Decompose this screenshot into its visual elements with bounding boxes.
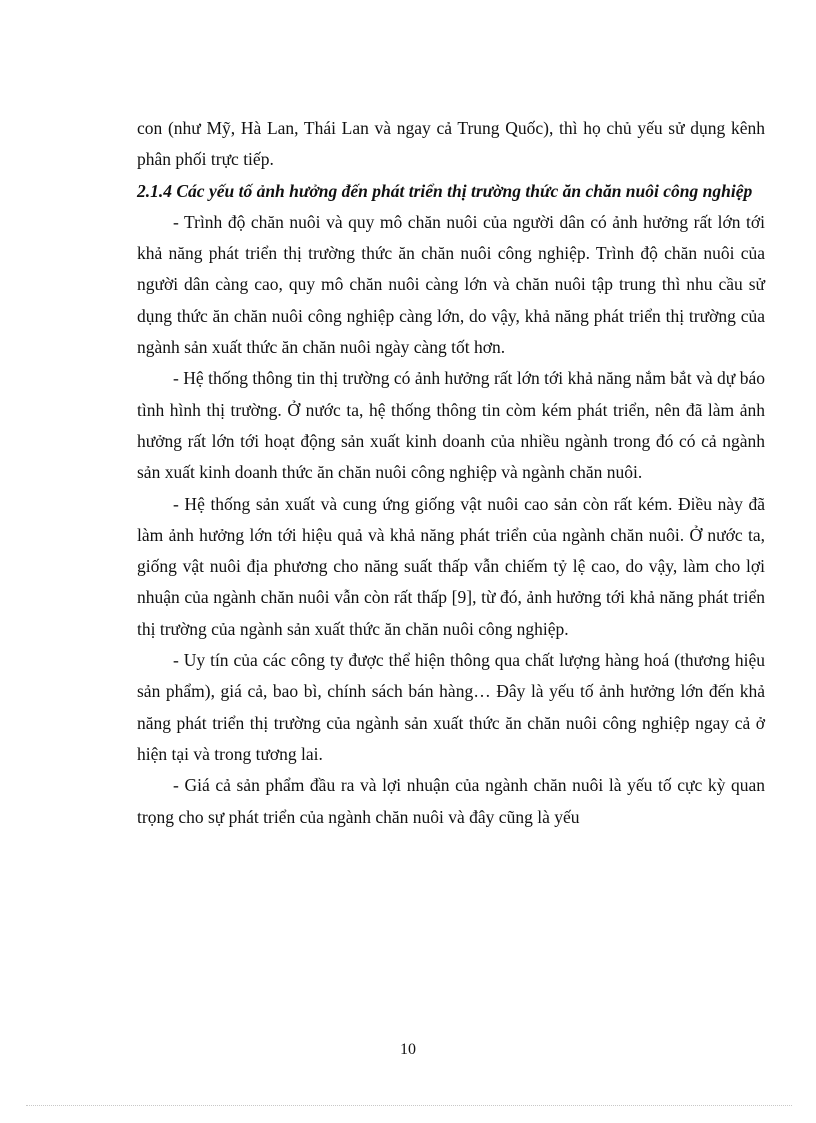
page-bottom-divider	[26, 1105, 792, 1106]
document-body	[137, 113, 765, 833]
paragraph-market-information: - Hệ thống thông tin thị trường có ảnh hưởng rất lớn tới khả năng nắm bắt và dự báo tình hình thị trường. Ở nước ta, hệ thống thông tin còm kém phát triển, nên đã làm ảnh hưởng rất lớn tới hoạt động sản xuất kinh doanh của nhiều ngành trong đó có cả ngành sản xuất kinh doanh thức ăn chăn nuôi công nghiệp và ngành chăn nuôi.	[137, 368, 765, 483]
paragraph-output-price: - Giá cả sản phẩm đầu ra và lợi nhuận của ngành chăn nuôi là yếu tố cực kỳ quan trọng cho sự phát triển của ngành chăn nuôi và đây cũng là yếu	[137, 775, 765, 827]
page-number: 10	[400, 1041, 416, 1058]
paragraph-continuation: con (như Mỹ, Hà Lan, Thái Lan và ngay cả Trung Quốc), thì họ chủ yếu sử dụng kênh phân phối trực tiếp.	[137, 118, 765, 170]
paragraph-farming-level: - Trình độ chăn nuôi và quy mô chăn nuôi của người dân có ảnh hưởng rất lớn tới khả năng phát triển thị trường thức ăn chăn nuôi công nghiệp. Trình độ chăn nuôi của người dân càng cao, quy mô chăn nuôi càng lớn và chăn nuôi tập trung thì nhu cầu sử dụng thức ăn chăn nuôi công nghiệp càng lớn, do vậy, khả năng phát triển thị trường của ngành sản xuất thức ăn chăn nuôi ngày càng tốt hơn.	[137, 211, 765, 358]
paragraph-company-reputation: - Uy tín của các công ty được thể hiện thông qua chất lượng hàng hoá (thương hiệu sản phẩm), giá cả, bao bì, chính sách bán hàng… Đây là yếu tố ảnh hưởng lớn đến khả năng phát triển thị trường của ngành sản xuất thức ăn chăn nuôi công nghiệp ngay cả ở hiện tại và trong tương lai.	[137, 650, 765, 764]
paragraph-breeding-system: - Hệ thống sản xuất và cung ứng giống vật nuôi cao sản còn rất kém. Điều này đã làm ảnh hưởng lớn tới hiệu quả và khả năng phát triển của ngành chăn nuôi. Ở nước ta, giống vật nuôi địa phương cho năng suất thấp vẫn chiếm tỷ lệ cao, do vậy, làm cho lợi nhuận của ngành chăn nuôi vẫn còn rất thấp [9], từ đó, ảnh hưởng tới khả năng phát triển thị trường của ngành sản xuất thức ăn chăn nuôi công nghiệp.	[137, 493, 765, 639]
section-heading: 2.1.4 Các yếu tố ảnh hưởng đến phát triển thị trường thức ăn chăn nuôi công nghiệp	[137, 180, 753, 201]
